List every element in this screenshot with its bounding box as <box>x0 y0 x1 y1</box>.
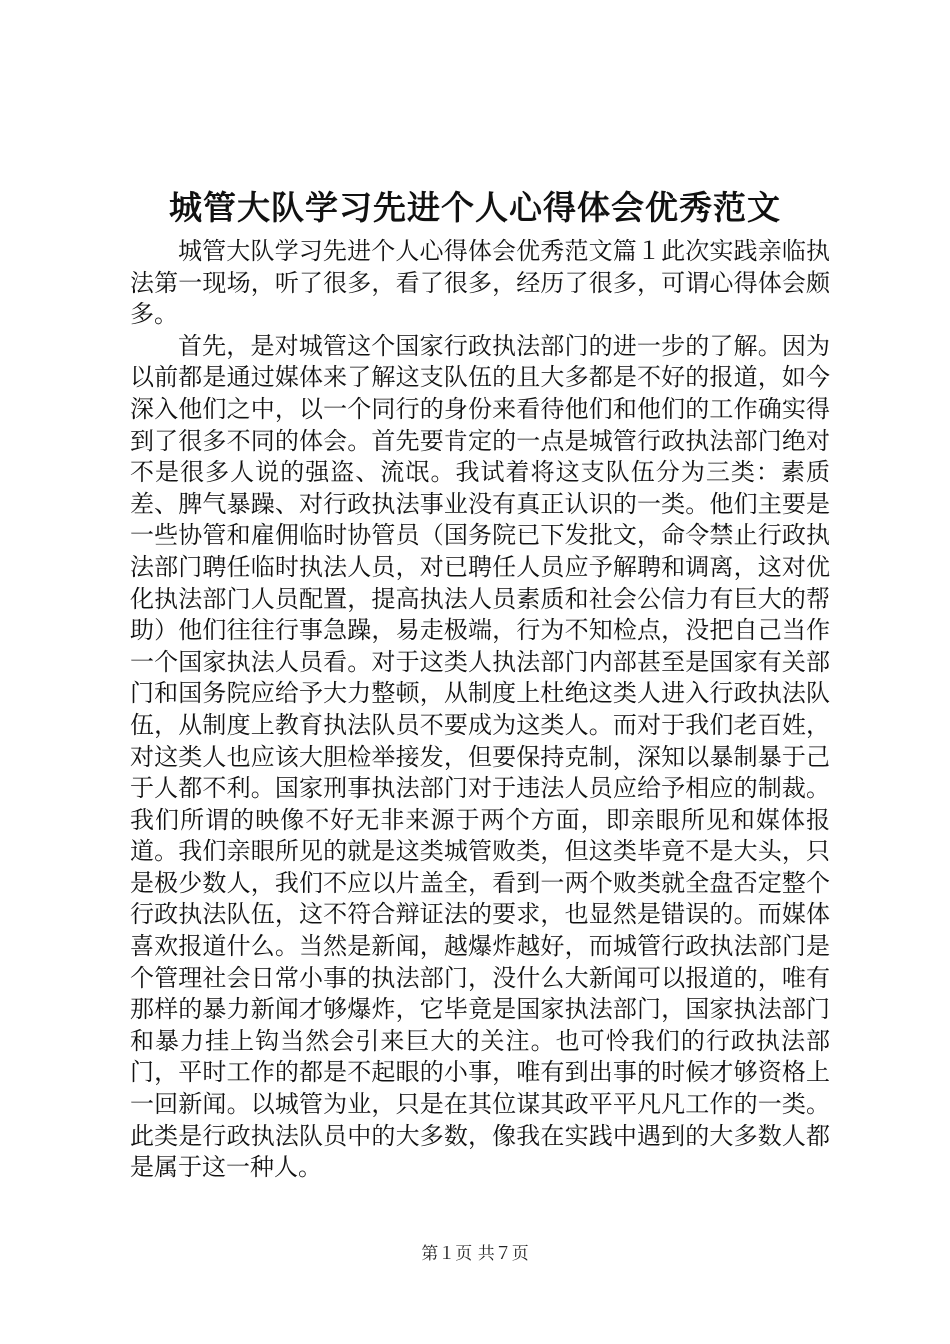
page-number-footer: 第１页 共７页 <box>421 1244 529 1264</box>
paragraph-intro: 城管大队学习先进个人心得体会优秀范文篇１此次实践亲临执法第一现场，听了很多，看了很多，经历了很多，可谓心得体会颇多。 <box>130 237 830 329</box>
document-body <box>130 236 830 1184</box>
document-title: 城管大队学习先进个人心得体会优秀范文 <box>169 188 781 227</box>
paragraph-main: 首先，是对城管这个国家行政执法部门的进一步的了解。因为以前都是通过媒体来了解这支队伍的且大多都是不好的报道，如今深入他们之中，以一个同行的身份来看待他们和他们的工作确实得到了很多不同的体会。首先要肯定的一点是城管行政执法部门绝对不是很多人说的强盗、流氓。我试着将这支队伍分为三类：素质差、脾气暴躁、对行政执法事业没有真正认识的一类。他们主要是一些协管和雇佣临时协管员（国务院已下发批文，命令禁止行政执法部门聘任临时执法人员，对已聘任人员应予解聘和调离，这对优化执法部门人员配置，提高执法人员素质和社会公信力有巨大的帮助）他们往往行事急躁，易走极端，行为不知检点，没把自己当作一个国家执法人员看。对于这类人执法部门内部甚至是国家有关部门和国务院应给予大力整顿，从制度上杜绝这类人进入行政执法队伍，从制度上教育执法队员不要成为这类人。而对于我们老百姓，对这类人也应该大胆检举接发，但要保持克制，深知以暴制暴于己于人都不利。国家刑事执法部门对于违法人员应给予相应的制裁。我们所谓的映像不好无非来源于两个方面，即亲眼所见和媒体报道。我们亲眼所见的就是这类城管败类，但这类毕竟不是大头，只是极少数人，我们不应以片盖全，看到一两个败类就全盘否定整个行政执法队伍，这不符合辩证法的要求，也显然是错误的。而媒体喜欢报道什么。当然是新闻，越爆炸越好，而城管行政执法部门是个管理社会日常小事的执法部门，没什么大新闻可以报道的，唯有那样的暴力新闻才够爆炸，它毕竟是国家执法部门，国家执法部门和暴力挂上钩当然会引来巨大的关注。也可怜我们的行政执法部门，平时工作的都是不起眼的小事，唯有到出事的时候才够资格上一回新闻。以城管为业，只是在其位谋其政平平凡凡工作的一类。此类是行政执法队员中的大多数，像我在实践中遇到的大多数人都是属于这一种人。 <box>130 331 830 1182</box>
